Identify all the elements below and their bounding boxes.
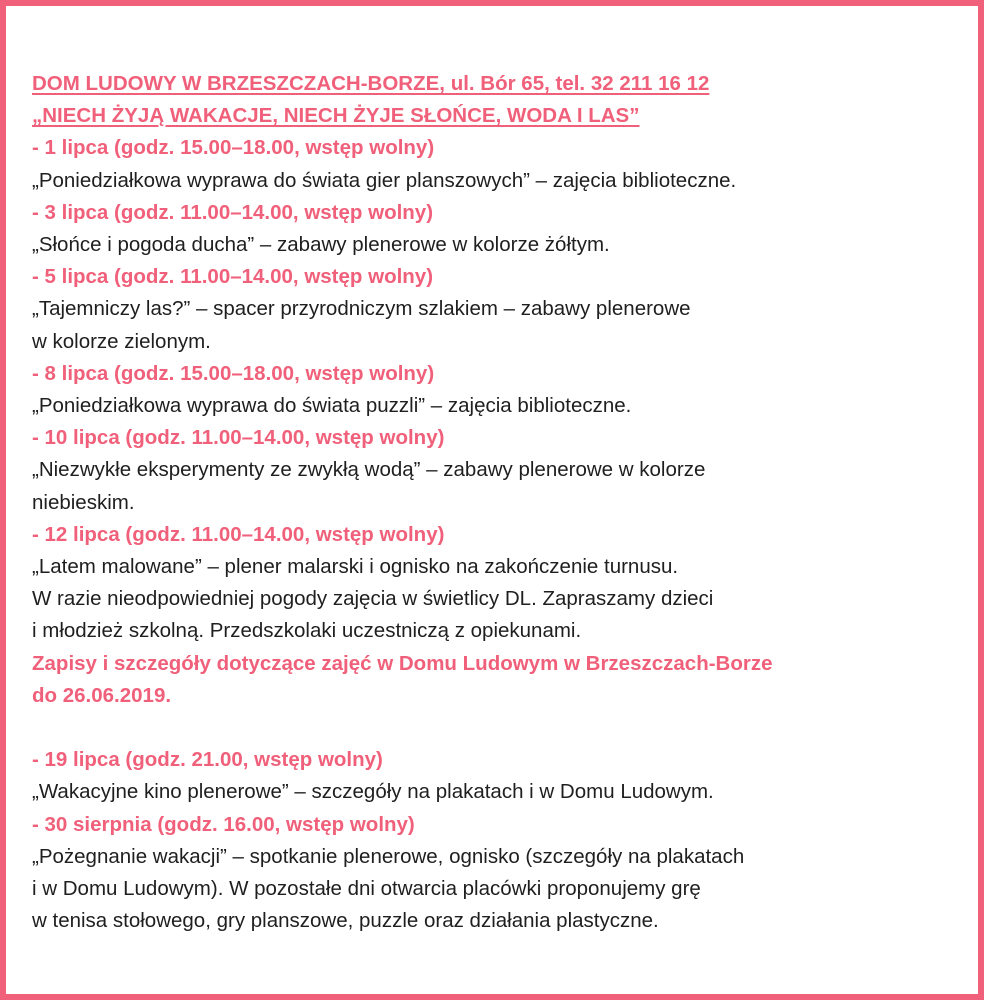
registration-text: Zapisy i szczegóły dotyczące zajęć w Domu Ludowym w Brzeszczach-Borze: [32, 651, 773, 675]
event-item: [32, 197, 972, 261]
section-spacer: [32, 712, 972, 744]
event-description: „Poniedziałkowa wyprawa do świata gier planszowych” – zajęcia biblioteczne.: [32, 168, 737, 192]
event-description: „Poniedziałkowa wyprawa do świata puzzli” – zajęcia biblioteczne.: [32, 394, 632, 418]
event-list: [32, 132, 972, 647]
event-description: „Latem malowane” – plener malarski i ognisko na zakończenie turnusu.: [32, 555, 679, 579]
program-title: „NIECH ŻYJĄ WAKACJE, NIECH ŻYJE SŁOŃCE, WODA I LAS”: [32, 104, 640, 128]
event-description: w tenisa stołowego, gry planszowe, puzzle oraz działania plastyczne.: [32, 909, 659, 933]
event-description: „Tajemniczy las?” – spacer przyrodniczym szlakiem – zabawy plenerowe: [32, 297, 691, 321]
event-item: [32, 809, 972, 938]
event-date: - 5 lipca (godz. 11.00–14.00, wstęp wolny): [32, 265, 434, 289]
event-date: - 1 lipca (godz. 15.00–18.00, wstęp wolny): [32, 136, 435, 160]
event-item: [32, 744, 972, 808]
registration-note: [32, 648, 972, 712]
event-date: - 8 lipca (godz. 15.00–18.00, wstęp wolny): [32, 361, 435, 385]
event-description: „Słońce i pogoda ducha” – zabawy plenerowe w kolorze żółtym.: [32, 233, 610, 257]
event-description: „Niezwykłe eksperymenty ze zwykłą wodą” – zabawy plenerowe w kolorze: [32, 458, 706, 482]
event-item: [32, 358, 972, 422]
event-description: „Wakacyjne kino plenerowe” – szczegóły na plakatach i w Domu Ludowym.: [32, 780, 714, 804]
event-description: W razie nieodpowiedniej pogody zajęcia w świetlicy DL. Zapraszamy dzieci: [32, 587, 714, 611]
event-description: „Pożegnanie wakacji” – spotkanie plenerowe, ognisko (szczegóły na plakatach: [32, 844, 745, 868]
event-item: [32, 519, 972, 648]
event-date: - 19 lipca (godz. 21.00, wstęp wolny): [32, 748, 383, 772]
event-description: i młodzież szkolną. Przedszkolaki uczestniczą z opiekunami.: [32, 619, 582, 643]
event-announcement: [32, 68, 972, 937]
event-item: [32, 261, 972, 358]
venue-header: DOM LUDOWY W BRZESZCZACH-BORZE, ul. Bór 65, tel. 32 211 16 12: [32, 72, 710, 95]
event-date: - 12 lipca (godz. 11.00–14.00, wstęp wolny): [32, 522, 445, 546]
event-date: - 10 lipca (godz. 11.00–14.00, wstęp wolny): [32, 426, 445, 450]
event-date: - 30 sierpnia (godz. 16.00, wstęp wolny): [32, 812, 415, 836]
registration-deadline: do 26.06.2019.: [32, 683, 172, 707]
event-description: w kolorze zielonym.: [32, 329, 211, 353]
event-date: - 3 lipca (godz. 11.00–14.00, wstęp wolny): [32, 200, 434, 224]
event-item: [32, 422, 972, 519]
event-description: i w Domu Ludowym). W pozostałe dni otwarcia placówki proponujemy grę: [32, 877, 701, 901]
event-item: [32, 132, 972, 196]
later-event-list: [32, 744, 972, 937]
event-description: niebieskim.: [32, 490, 135, 514]
